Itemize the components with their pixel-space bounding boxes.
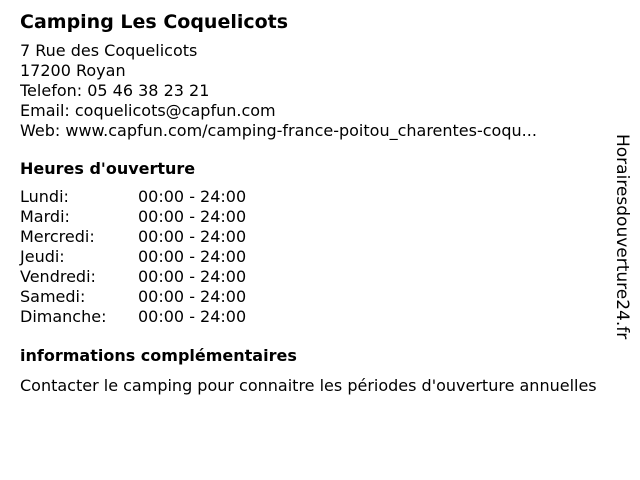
hours-row-monday xyxy=(20,187,608,207)
time-range: 00:00 - 24:00 xyxy=(138,187,247,206)
hours-row-tuesday xyxy=(20,207,608,227)
day-label: Vendredi: xyxy=(20,267,96,286)
hours-row-saturday xyxy=(20,287,608,307)
time-range: 00:00 - 24:00 xyxy=(138,227,247,246)
hours-row-wednesday xyxy=(20,227,608,247)
time-range: 00:00 - 24:00 xyxy=(138,267,247,286)
day-label: Samedi: xyxy=(20,287,86,306)
time-range: 00:00 - 24:00 xyxy=(138,207,247,226)
opening-hours-heading: Heures d'ouverture xyxy=(20,159,196,178)
email-line: Email: coquelicots@capfun.com xyxy=(20,101,276,120)
day-label: Mercredi: xyxy=(20,227,95,246)
day-label: Mardi: xyxy=(20,207,70,226)
day-label: Lundi: xyxy=(20,187,69,206)
opening-hours-table xyxy=(20,187,608,327)
additional-info-heading: informations complémentaires xyxy=(20,346,297,365)
place-card xyxy=(20,10,608,396)
address-city: 17200 Royan xyxy=(20,61,126,80)
phone-line: Telefon: 05 46 38 23 21 xyxy=(20,81,210,100)
additional-info-text: Contacter le camping pour connaitre les périodes d'ouverture annuelles xyxy=(20,376,597,395)
time-range: 00:00 - 24:00 xyxy=(138,247,247,266)
time-range: 00:00 - 24:00 xyxy=(138,307,247,326)
hours-row-thursday xyxy=(20,247,608,267)
address-street: 7 Rue des Coquelicots xyxy=(20,41,198,60)
time-range: 00:00 - 24:00 xyxy=(138,287,247,306)
day-label: Dimanche: xyxy=(20,307,107,326)
site-watermark: Horairesdouverture24.fr xyxy=(612,134,632,340)
web-line: Web: www.capfun.com/camping-france-poitou_charentes-coqu... xyxy=(20,121,537,140)
hours-row-friday xyxy=(20,267,608,287)
day-label: Jeudi: xyxy=(20,247,65,266)
place-name: Camping Les Coquelicots xyxy=(20,11,289,33)
hours-row-sunday xyxy=(20,307,608,327)
